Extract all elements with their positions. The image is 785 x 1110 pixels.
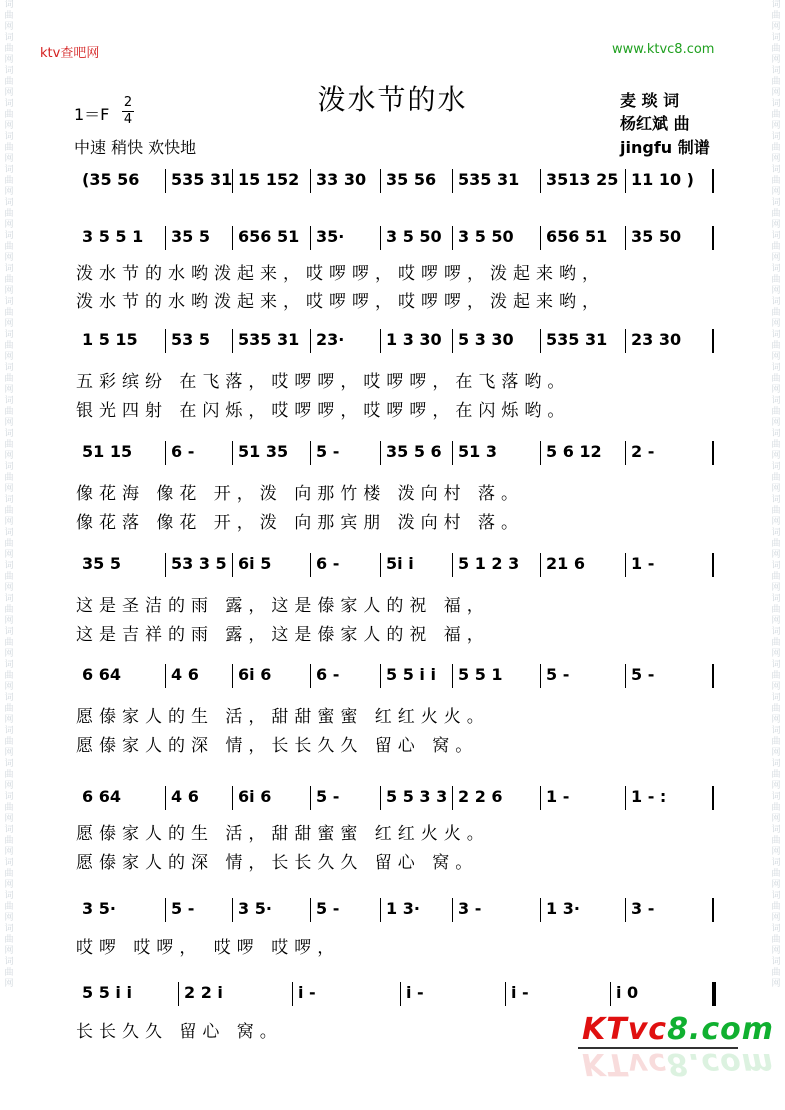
measure: 535 31 (238, 330, 300, 349)
measure: 1 - (546, 787, 570, 806)
notation-row (0, 437, 785, 467)
measure: 51 15 (82, 442, 133, 461)
lyric-line: 愿傣家人的深 情，长长久久 留心 窝。 (76, 853, 479, 873)
bar-line (165, 898, 166, 922)
lyric-line: 像花海 像花 开，泼 向那竹楼 泼向村 落。 (76, 484, 525, 504)
brand-logo: KTvc8.com (582, 1012, 774, 1047)
song-title: 泼水节的水 (317, 83, 468, 116)
bar-line (400, 982, 401, 1006)
lyric-line: 五彩缤纷 在飞落，哎啰啰，哎啰啰，在飞落哟。 (76, 372, 571, 392)
measure: 3 5· (238, 899, 272, 918)
bar-line (625, 226, 626, 250)
lyric-line: 像花落 像花 开，泼 向那宾朋 泼向村 落。 (76, 513, 525, 533)
bar-line (310, 898, 311, 922)
measure: 1 3· (386, 899, 420, 918)
bar-line (232, 441, 233, 465)
bar-line (310, 441, 311, 465)
measure: 15 152 (238, 170, 300, 189)
side-watermark-left: 词曲网词曲网词曲网词曲网词曲网词曲网词曲网词曲网词曲网词曲网词曲网词曲网词曲网词曲网词曲网词曲网词曲网词曲网词曲网词曲网词曲网词曲网词曲网词曲网词曲网词曲网词曲网词曲网词曲网词曲网 (4, 0, 14, 989)
bar-line (625, 664, 626, 688)
measure: 5 - (316, 787, 340, 806)
measure: 6 - (171, 442, 195, 461)
bar-line (540, 169, 541, 193)
end-bar-line (712, 226, 714, 250)
end-bar-line (712, 553, 714, 577)
meter-top: 2 (123, 95, 133, 110)
measure: 5 - (546, 665, 570, 684)
bar-line (165, 441, 166, 465)
bar-line (452, 329, 453, 353)
bar-line (540, 441, 541, 465)
end-bar-line (712, 982, 716, 1006)
measure: 21 6 (546, 554, 585, 573)
bar-line (310, 329, 311, 353)
measure: 1 3 30 (386, 330, 442, 349)
measure: 53 5 (171, 330, 210, 349)
bar-line (625, 553, 626, 577)
measure: i - (511, 983, 529, 1002)
measure: 3 5 50 (386, 227, 442, 246)
measure: 6i 6 (238, 787, 272, 806)
bar-line (310, 664, 311, 688)
bar-line (452, 441, 453, 465)
measure: 3 - (458, 899, 482, 918)
measure: 3 5· (82, 899, 116, 918)
notation-row (0, 325, 785, 355)
measure: 5 5 i i (82, 983, 132, 1002)
bar-line (452, 664, 453, 688)
measure: 535 31 (458, 170, 520, 189)
measure: 5 5 1 (458, 665, 503, 684)
bar-line (380, 898, 381, 922)
bar-line (310, 786, 311, 810)
measure: 35 5 (171, 227, 210, 246)
meter-bottom: 4 (123, 112, 133, 127)
measure: 535 31 (546, 330, 608, 349)
bar-line (452, 786, 453, 810)
lyric-line: 泼水节的水哟泼起来，哎啰啰，哎啰啰，泼起来哟， (76, 264, 605, 284)
bar-line (292, 982, 293, 1006)
arranger-credit: jingfu 制谱 (620, 138, 710, 157)
measure: 6 - (316, 665, 340, 684)
measure: 1 - : (631, 787, 667, 806)
bar-line (232, 553, 233, 577)
lyric-line: 愿傣家人的生 活，甜甜蜜蜜 红红火火。 (76, 824, 490, 844)
measure: 535 31 (171, 170, 233, 189)
measure: 35 5 6 (386, 442, 442, 461)
lyric-line: 哎啰 哎啰， 哎啰 哎啰， (76, 938, 341, 958)
measure: 23 30 (631, 330, 682, 349)
brand-logo-reflection: KTvc8.com (582, 1046, 774, 1081)
measure: i - (406, 983, 424, 1002)
bar-line (380, 441, 381, 465)
notation-row (0, 894, 785, 924)
bar-line (452, 169, 453, 193)
lyric-line: 泼水节的水哟泼起来，哎啰啰，哎啰啰，泼起来哟， (76, 292, 605, 312)
lyricist-credit: 麦 琰 词 (620, 91, 680, 110)
bar-line (232, 226, 233, 250)
bar-line (540, 898, 541, 922)
bar-line (310, 169, 311, 193)
tempo-marking: 中速 稍快 欢快地 (74, 138, 197, 157)
measure: 656 51 (238, 227, 300, 246)
measure: 5 - (171, 899, 195, 918)
measure: 6 - (316, 554, 340, 573)
bar-line (165, 329, 166, 353)
measure: 4 6 (171, 665, 199, 684)
end-bar-line (712, 786, 714, 810)
bar-line (232, 786, 233, 810)
bar-line (380, 169, 381, 193)
measure: 53 3 5 (171, 554, 227, 573)
measure: 6 64 (82, 787, 121, 806)
measure: 35 56 (386, 170, 437, 189)
bar-line (165, 169, 166, 193)
side-watermark-right: 词曲网词曲网词曲网词曲网词曲网词曲网词曲网词曲网词曲网词曲网词曲网词曲网词曲网词曲网词曲网词曲网词曲网词曲网词曲网词曲网词曲网词曲网词曲网词曲网词曲网词曲网词曲网词曲网词曲网词曲网 (771, 0, 781, 989)
bar-line (310, 226, 311, 250)
notation-row (0, 978, 785, 1008)
end-bar-line (712, 441, 714, 465)
bar-line (625, 329, 626, 353)
measure: 33 30 (316, 170, 367, 189)
lyric-line: 银光四射 在闪烁，哎啰啰，哎啰啰，在闪烁哟。 (76, 401, 571, 421)
measure: 23· (316, 330, 345, 349)
bar-line (540, 664, 541, 688)
bar-line (452, 553, 453, 577)
measure: 5 1 2 3 (458, 554, 520, 573)
bar-line (380, 664, 381, 688)
notation-row (0, 782, 785, 812)
measure: 2 - (631, 442, 655, 461)
bar-line (540, 329, 541, 353)
measure: 11 10 ) (631, 170, 694, 189)
bar-line (540, 226, 541, 250)
measure: 5 - (631, 665, 655, 684)
measure: i 0 (616, 983, 639, 1002)
measure: 4 6 (171, 787, 199, 806)
measure: 51 35 (238, 442, 289, 461)
lyric-line: 这是吉祥的雨 露，这是傣家人的祝 福， (76, 625, 490, 645)
bar-line (625, 169, 626, 193)
lyric-line: 这是圣洁的雨 露，这是傣家人的祝 福， (76, 596, 490, 616)
measure: (35 56 (82, 170, 140, 189)
measure: 5i i (386, 554, 414, 573)
bar-line (505, 982, 506, 1006)
bar-line (380, 226, 381, 250)
measure: 1 3· (546, 899, 580, 918)
bar-line (165, 664, 166, 688)
end-bar-line (712, 664, 714, 688)
end-bar-line (712, 169, 714, 193)
measure: 5 3 30 (458, 330, 514, 349)
intro-row (0, 165, 785, 195)
bar-line (232, 329, 233, 353)
measure: 3 - (631, 899, 655, 918)
bar-line (610, 982, 611, 1006)
measure: 35· (316, 227, 345, 246)
notation-row (0, 549, 785, 579)
lyric-line: 愿傣家人的生 活，甜甜蜜蜜 红红火火。 (76, 707, 490, 727)
bar-line (380, 329, 381, 353)
measure: 5 5 i i (386, 665, 436, 684)
site-url-right: www.ktvc8.com (612, 42, 715, 57)
bar-line (165, 226, 166, 250)
measure: 6i 5 (238, 554, 272, 573)
bar-line (380, 786, 381, 810)
measure: 5 5 3 3 (386, 787, 448, 806)
measure: 51 3 (458, 442, 497, 461)
measure: 1 5 15 (82, 330, 138, 349)
time-signature (122, 96, 134, 127)
measure: 6 64 (82, 665, 121, 684)
site-name-left: ktv查吧网 (40, 46, 100, 61)
measure: 6i 6 (238, 665, 272, 684)
bar-line (232, 664, 233, 688)
bar-line (625, 898, 626, 922)
measure: 656 51 (546, 227, 608, 246)
lyric-line: 长长久久 留心 窝。 (76, 1022, 283, 1042)
measure: 2 2 i (184, 983, 223, 1002)
measure: 3 5 50 (458, 227, 514, 246)
bar-line (232, 898, 233, 922)
bar-line (625, 786, 626, 810)
lyric-line: 愿傣家人的深 情，长长久久 留心 窝。 (76, 736, 479, 756)
bar-line (165, 553, 166, 577)
measure: 35 50 (631, 227, 682, 246)
bar-line (625, 441, 626, 465)
measure: 3 5 5 1 (82, 227, 144, 246)
measure: 3513 25 (546, 170, 619, 189)
measure: 5 - (316, 899, 340, 918)
bar-line (178, 982, 179, 1006)
measure: 5 6 12 (546, 442, 602, 461)
bar-line (380, 553, 381, 577)
measure: 1 - (631, 554, 655, 573)
bar-line (310, 553, 311, 577)
end-bar-line (712, 329, 714, 353)
bar-line (540, 786, 541, 810)
bar-line (232, 169, 233, 193)
bar-line (165, 786, 166, 810)
measure: 5 - (316, 442, 340, 461)
notation-row (0, 222, 785, 252)
measure: 35 5 (82, 554, 121, 573)
measure: 2 2 6 (458, 787, 503, 806)
bar-line (452, 226, 453, 250)
key-signature: 1＝F (74, 105, 110, 124)
composer-credit: 杨红斌 曲 (620, 114, 690, 133)
notation-row (0, 660, 785, 690)
measure: i - (298, 983, 316, 1002)
bar-line (540, 553, 541, 577)
end-bar-line (712, 898, 714, 922)
bar-line (452, 898, 453, 922)
